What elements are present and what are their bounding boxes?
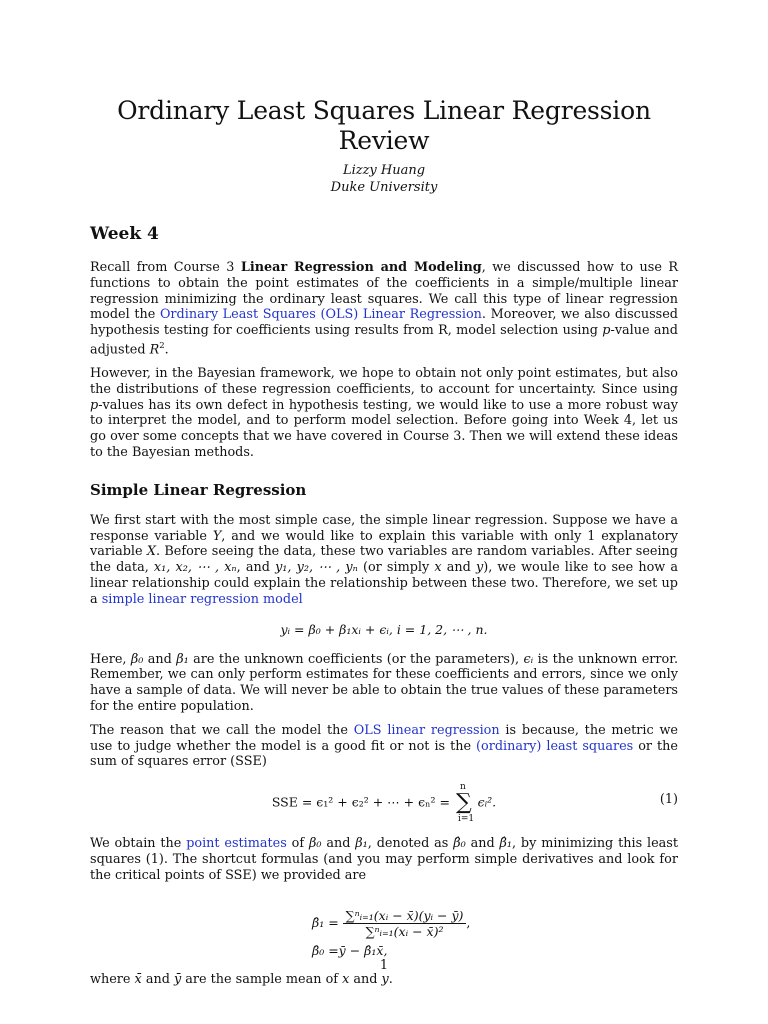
point-estimates-link[interactable]: point estimates [186,836,287,852]
ols-linear-regression-link[interactable]: Ordinary Least Squares (OLS) Linear Regression [159,307,482,323]
beta1-fraction: $\frac{\text{∑ⁿᵢ₌₁(xᵢ − x̄)(yᵢ − ȳ)}}{\text{∑ⁿᵢ₌₁(xᵢ − x̄)²}}$ [343,908,467,939]
page-number: 1 [379,958,389,973]
simple-paragraph-2: Here, β₀ and β₁ are the unknown coefficients (or the parameters), ϵᵢ is the unknown error. Remember, we can only perform estimates for these coefficients and errors, since we only have a sample of data. We will never be able to obtain the true values of these parameters for the entire population. [90,651,679,714]
simple-paragraph-3: The reason that we call the model the OLS linear regression is because, the metric we use to judge whether the model is a good fit or not is the (ordinary) least squares or the sum of squares error (SSE) [90,722,678,770]
simple-paragraph-1: We first start with the most simple case, the simple linear regression. Suppose we have a response variable Y, and we would like to explain this variable with only 1 explanatory variable X. Before seeing the data, these two variables are random variables. After seeing the data, x₁, x₂, ⋯ , xₙ, and y₁, y₂, ⋯ , yₙ (or simply x and y), we woule like to see how a linear relationship could explain the relationship between these two. Therefore, we set up a simple linear regression model [90,512,679,607]
simple-paragraph-5: where x̄ and ȳ are the sample mean of x and y. [90,971,393,987]
least-squares-link[interactable]: (ordinary) least squares [476,738,634,754]
simple-paragraph-4: We obtain the point estimates of β₀ and β₁, denoted as β̂₀ and β̂₁, by minimizing this least squares (1). The shortcut formulas (and you may perform simple derivatives and look for the critical points of SSE) we provided are [90,836,678,883]
author-name: Lizzy Huang [342,163,426,178]
equation-estimates [90,908,678,958]
ols-linear-regression-link-2[interactable]: OLS linear regression [353,722,500,738]
equation-beta0-hat: β̂₀ =ȳ − β̂₁x̄, [312,942,388,958]
summation-symbol: ∑ n i=1 [455,782,475,825]
simple-linear-regression-model-link[interactable]: simple linear regression model [101,591,303,607]
equation-sse: SSE = ϵ₁² + ϵ₂² + ⋯ + ϵₙ² = ∑ n i=1 ϵᵢ². (1) [271,782,678,825]
equation-number: (1) [659,792,678,808]
page-content [90,96,678,995]
equation-beta1-hat: β̂₁ = $\frac{\text{∑ⁿᵢ₌₁(xᵢ − x̄)(yᵢ − ȳ)}}{\text{∑ⁿᵢ₌₁(xᵢ − x̄)²}}$ , [312,907,471,939]
author-affiliation: Duke University [330,180,438,195]
week-heading: Week 4 [90,224,159,244]
section-heading-simple-linear-regression: Simple Linear Regression [90,480,307,499]
course-title-bold: Linear Regression and Modeling [240,260,482,275]
intro-paragraph-2: However, in the Bayesian framework, we hope to obtain not only point estimates, but also the distributions of these regression coefficients, to account for uncertainty. Since using p-values has its own defect in hypothesis testing, we would like to use a more robust way to interpret the model, and to perform model selection. Before going into Week 4, let us go over some concepts that we have covered in Course 3. Then we will extend these ideas to the Bayesian methods. [90,366,678,461]
intro-paragraph-1: Recall from Course 3 Linear Regression and Modeling, we discussed how to use R functions to obtain the point estimates of the coefficients in a simple/multiple linear regression minimizing the ordinary least squares. We call this type of linear regression model the Ordinary Least Squares (OLS) Linear Regression. Moreover, we also discussed hypothesis testing for coefficients using results from R, model selection using p-value and adjusted $R^2$. [90,260,678,358]
document-title: Ordinary Least Squares Linear Regression Review [117,96,651,155]
equation-regression-model: yᵢ = β₀ + β₁xᵢ + ϵᵢ, i = 1, 2, ⋯ , n. [280,621,488,637]
